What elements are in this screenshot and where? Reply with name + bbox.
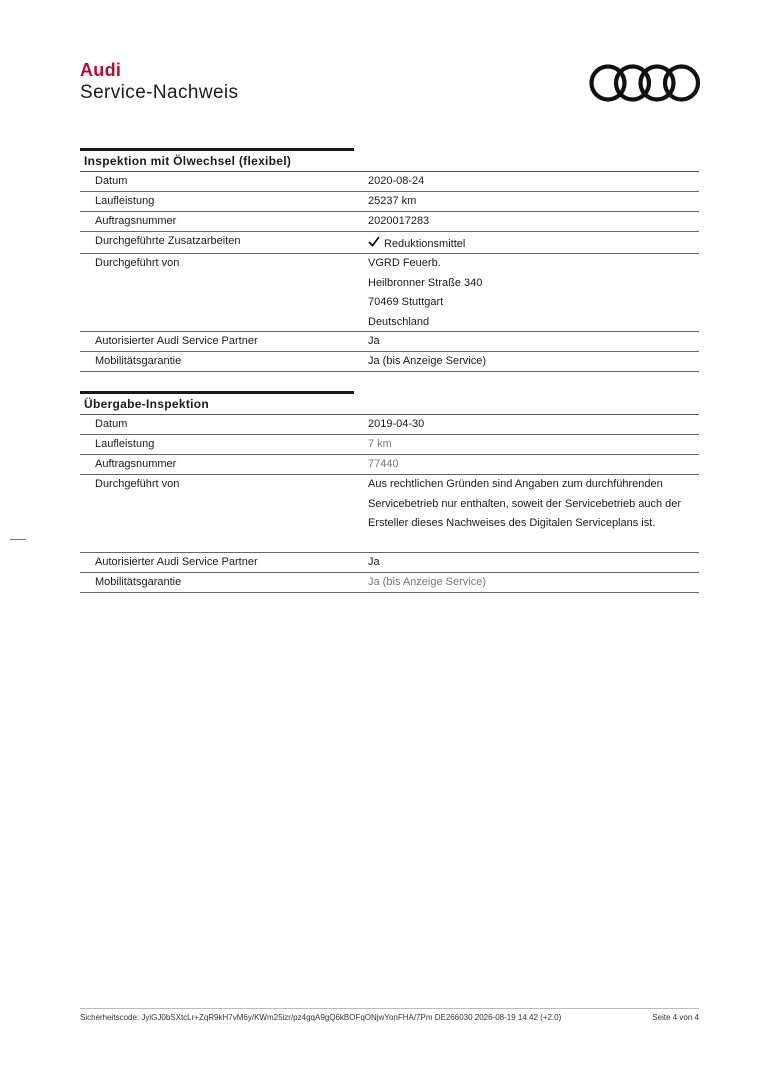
row-label: Mobilitätsgarantie: [95, 355, 182, 367]
row-label: Autorisierter Audi Service Partner: [95, 335, 258, 347]
table-row: [80, 573, 699, 593]
section-header: [80, 151, 699, 172]
row-label: Autorisierter Audi Service Partner: [95, 556, 258, 568]
brand-name: Audi: [80, 60, 122, 80]
checkmark-icon: [368, 236, 380, 247]
row-label: Laufleistung: [95, 438, 155, 450]
row-value: 77440: [368, 458, 399, 470]
row-label: Auftragsnummer: [95, 458, 177, 470]
row-value: Ja (bis Anzeige Service): [368, 355, 486, 367]
row-value: 25237 km: [368, 195, 417, 207]
table-row: [80, 212, 699, 232]
row-value: Aus rechtlichen Gründen sind Angaben zum durchführenden Servicebetrieb nur enthalten, soweit der Servicebetrieb auch der Ersteller dieses Nachweises des Digitalen Serviceplans ist.: [368, 478, 682, 529]
audi-rings-icon: [588, 62, 702, 104]
table-row: [80, 232, 699, 254]
section-handover-inspection: [80, 394, 699, 593]
row-label: Auftragsnummer: [95, 215, 177, 227]
document-title: Service-Nachweis: [80, 82, 239, 103]
fold-mark: [10, 539, 26, 540]
page-number: Seite 4 von 4: [652, 1013, 699, 1022]
row-value: VGRD Feuerb. Heilbronner Straße 340 70469 Stuttgart Deutschland: [368, 257, 483, 328]
table-row: [80, 553, 699, 573]
section-inspection-oil-change: [80, 151, 699, 372]
table-row: [80, 332, 699, 352]
row-label: Laufleistung: [95, 195, 155, 207]
row-label: Datum: [95, 418, 128, 430]
footer-divider: [80, 1008, 699, 1009]
table-row: [80, 435, 699, 455]
row-label: Mobilitätsgarantie: [95, 576, 182, 588]
section-title: Übergabe-Inspektion: [84, 397, 210, 411]
row-value: Reduktionsmittel: [368, 236, 699, 250]
section-header: [80, 394, 699, 415]
section-title: Inspektion mit Ölwechsel (flexibel): [84, 154, 292, 168]
row-label: Durchgeführte Zusatzarbeiten: [95, 235, 241, 247]
row-value: Ja: [368, 556, 380, 568]
row-value: 2019-04-30: [368, 418, 425, 430]
table-row: [80, 192, 699, 212]
row-value: Ja: [368, 335, 380, 347]
table-row: [80, 475, 699, 553]
table-row: [80, 172, 699, 192]
row-value: 2020-08-24: [368, 175, 425, 187]
row-label: Durchgeführt von: [95, 478, 180, 490]
table-row: [80, 415, 699, 435]
security-code: Sicherheitscode: JyiGJ0bSXtcLr+ZqR9kH7vM6y/KWm25izr/pz4gqA9gQ6kBOFqONjwYonFHA/7Pm DE266030 2026-08-19 14:42 (+2.0): [80, 1013, 562, 1022]
row-label: Durchgeführt von: [95, 257, 180, 269]
section-accent-bar: [80, 148, 354, 151]
table-row: [80, 254, 699, 332]
row-value: Ja (bis Anzeige Service): [368, 576, 486, 588]
table-row: [80, 352, 699, 372]
section-accent-bar: [80, 391, 354, 394]
table-row: [80, 455, 699, 475]
row-value: 2020017283: [368, 215, 430, 227]
row-value: 7 km: [368, 438, 392, 450]
row-label: Datum: [95, 175, 128, 187]
